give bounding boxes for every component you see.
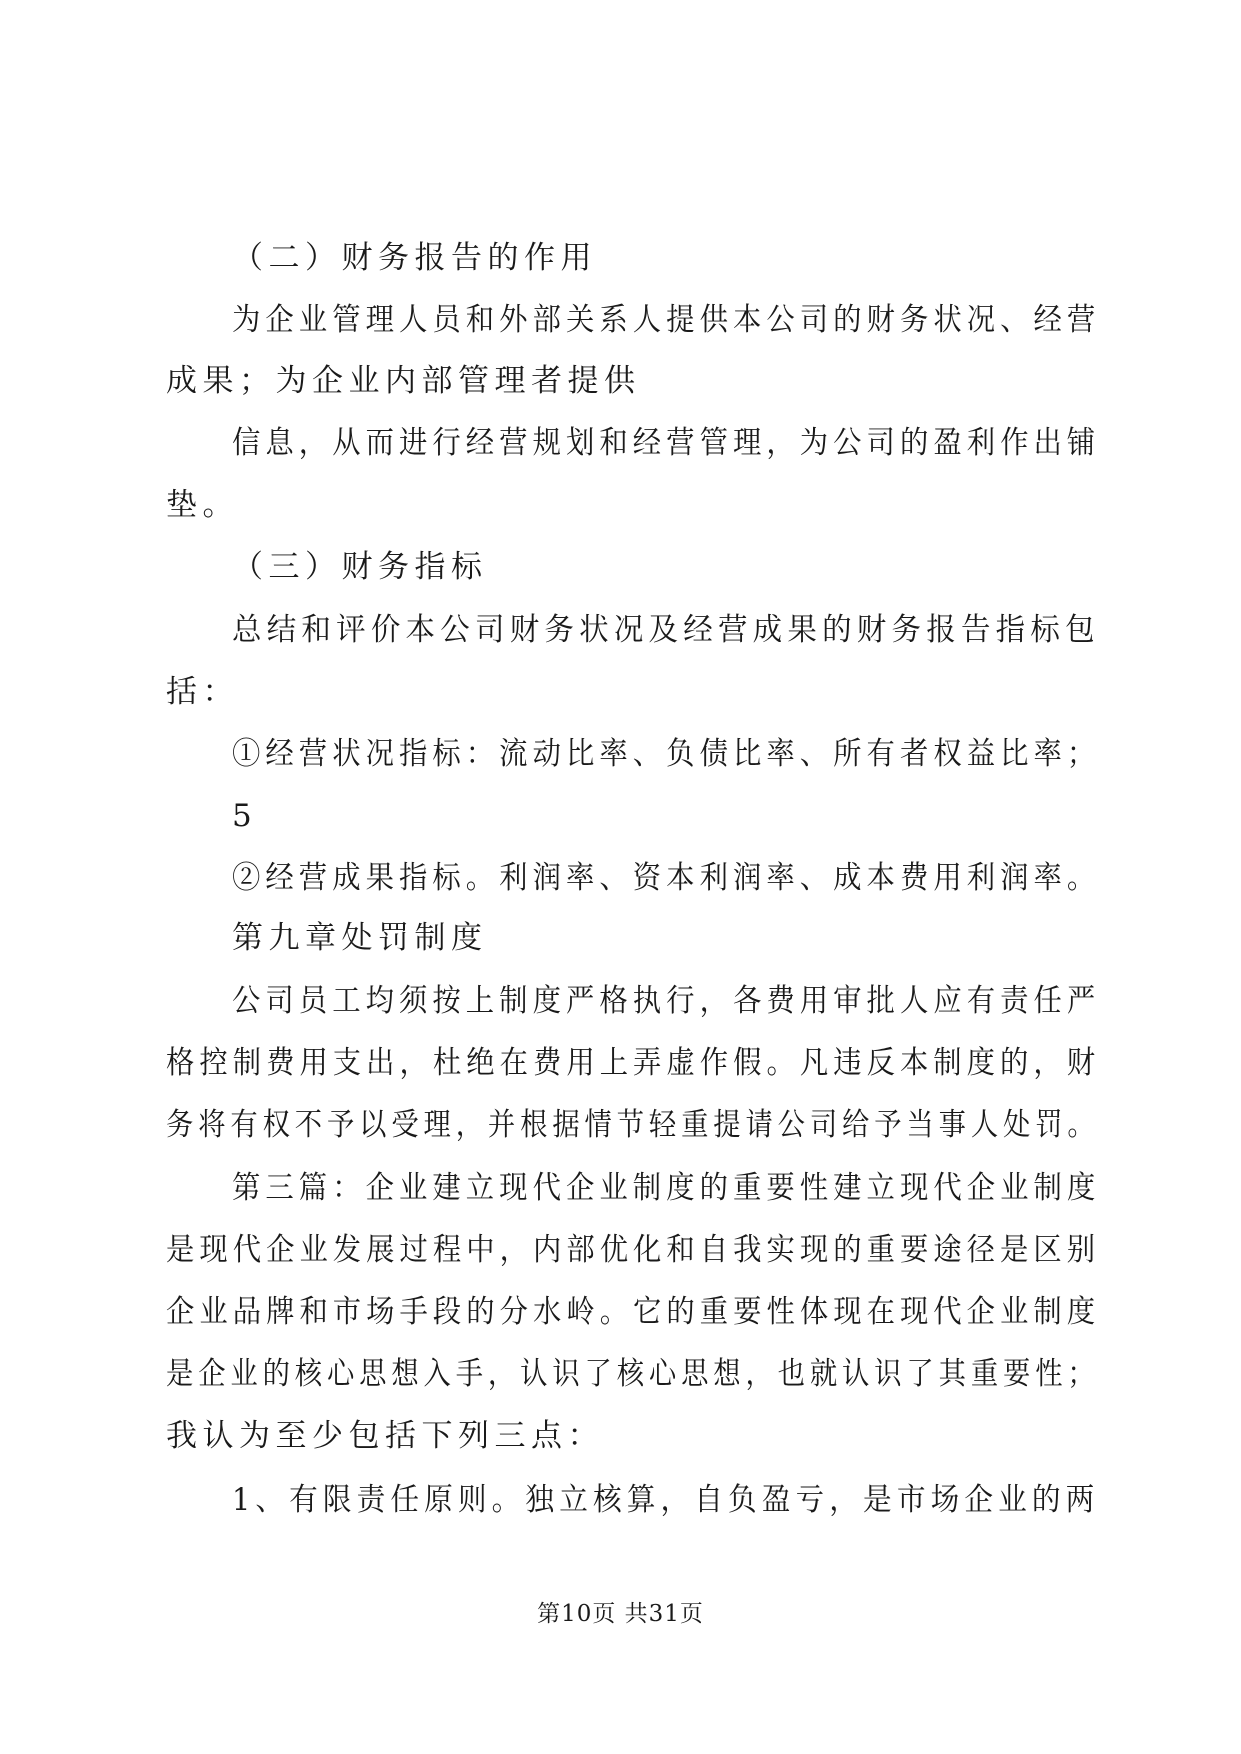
- text-line: 1、有限责任原则。独立核算，自负盈亏，是市场企业的两: [232, 1482, 1100, 1518]
- text-line: 务将有权不予以受理，并根据情节轻重提请公司给予当事人处罚。: [166, 1107, 1100, 1143]
- text-line: 5: [232, 798, 258, 834]
- text-line: 成果；为企业内部管理者提供: [166, 363, 641, 399]
- text-line: （二）财务报告的作用: [232, 240, 597, 276]
- text-line: 信息，从而进行经营规划和经营管理，为公司的盈利作出铺: [232, 425, 1101, 461]
- text-line: 为企业管理人员和外部关系人提供本公司的财务状况、经营: [232, 302, 1101, 338]
- text-line: 总结和评价本公司财务状况及经营成果的财务报告指标包: [232, 612, 1100, 648]
- text-line: 垫。: [166, 487, 239, 523]
- text-line: 企业品牌和市场手段的分水岭。它的重要性体现在现代企业制度: [166, 1294, 1101, 1330]
- text-line: 是企业的核心思想入手，认识了核心思想，也就认识了其重要性；: [166, 1356, 1100, 1392]
- text-line: （三）财务指标: [232, 549, 488, 585]
- text-line: 我认为至少包括下列三点：: [166, 1418, 604, 1454]
- text-line: ②经营成果指标。利润率、资本利润率、成本费用利润率。: [232, 860, 1101, 896]
- text-line: 括：: [166, 674, 239, 710]
- text-line: 是现代企业发展过程中，内部优化和自我实现的重要途径是区别: [166, 1232, 1101, 1268]
- text-line: 格控制费用支出，杜绝在费用上弄虚作假。凡违反本制度的，财: [166, 1045, 1101, 1081]
- text-line: ①经营状况指标：流动比率、负债比率、所有者权益比率；: [232, 736, 1101, 772]
- text-line: 第三篇：企业建立现代企业制度的重要性建立现代企业制度: [232, 1170, 1101, 1206]
- text-line: 公司员工均须按上制度严格执行，各费用审批人应有责任严: [232, 983, 1101, 1019]
- page-number-footer: 第10页 共31页: [537, 1601, 704, 1627]
- chapter-heading: 第九章处罚制度: [232, 920, 488, 956]
